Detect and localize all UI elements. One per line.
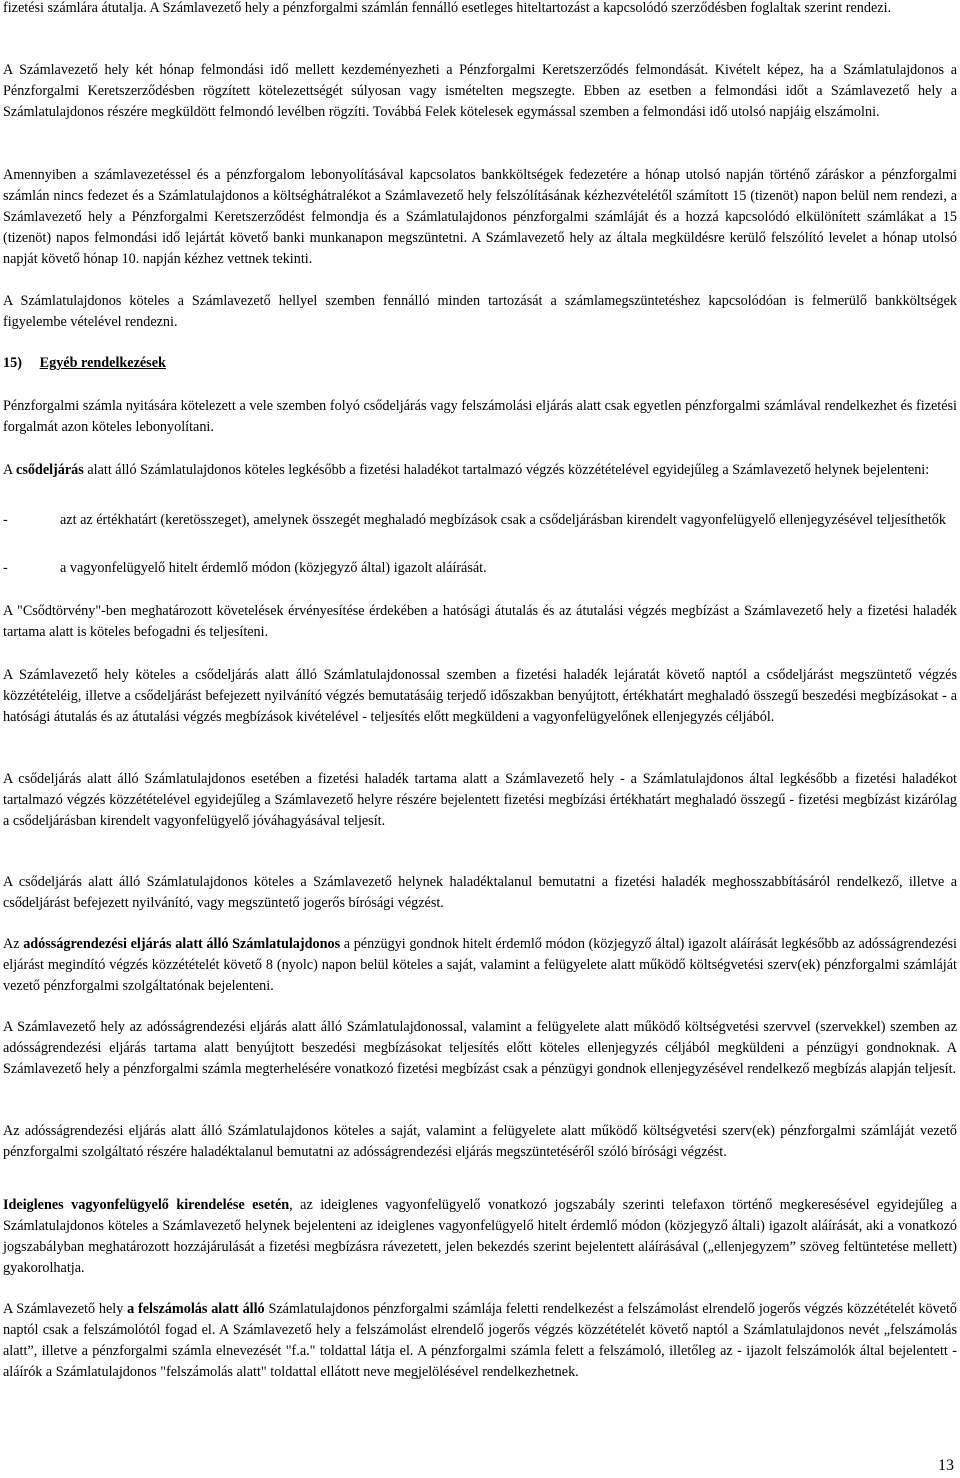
paragraph-bank-costs: Amennyiben a számlavezetéssel és a pénzforgalom lebonyolításával kapcsolatos bankköltségek fedezetére a hónap utolsó napján történő záráskor a pénzforgalmi számlán nincs fedezet és a Számlatulajdonos a költséghátralékot a Számlavezető hely felszólításának kézhezvételétől számított 15 (tizenöt) napon belül nem rendezi, a Számlavezető hely a Pénzforgalmi Keretszerződést felmondja és a Számlatulajdonos pénzforgalmi számláját és a hozzá kapcsolódó elkülönített számlákat a 15 (tizenöt) napos felmondási idő lejártát követő banki munkanapon megszüntetni. A Számlavezető hely az általa megküldésre kerülő felszólító levelet a hónap utolsó napját követő hónap 10. napján kézhez vettnek tekinti.: [3, 167, 957, 267]
list-item: - a vagyonfelügyelő hitelt érdemlő módon (közjegyző által) igazolt aláírását.: [3, 560, 487, 576]
paragraph-extension: A csődeljárás alatt álló Számlatulajdonos köteles a Számlavezető helynek haladéktalanul bemutatni a fizetési haladék meghosszabbításáról rendelkező, illetve a csődeljárást befejezett nyilvánító, vagy megszüntető jogerős bírósági végzést.: [3, 874, 957, 911]
paragraph-single-account: Pénzforgalmi számla nyitására kötelezett a vele szemben folyó csődeljárás vagy felszámolási eljárás alatt csak egyetlen pénzforgalmi számlával rendelkezhet és fizetési forgalmát azon köteles lebonyolítani.: [3, 398, 957, 435]
paragraph-csodtorveny: A "Csődtörvény"-ben meghatározott követelések érvényesítése érdekében a hatósági átutalás és az átutalási végzés megbízást a Számlavezető hely a fizetési haladék tartama alatt is köteles befogadni és teljesíteni.: [3, 603, 957, 640]
list-item: - azt az értékhatárt (keretösszeget), amelynek összegét meghaladó megbízások csak a csődeljárásban kirendelt vagyonfelügyelő ellenjegyzésével teljesíthetők: [3, 512, 946, 528]
paragraph-countersign-restructuring: A Számlavezető hely az adósságrendezési eljárás alatt álló Számlatulajdonossal, valamint a felügyelete alatt működő költségvetési szervvel (szervekkel) szemben az adósságrendezési eljárás tartama alatt benyújtott beszedési megbízásokat teljesítés előtt köteles ellenjegyzés céljából megküldeni a pénzügyi gondnoknak. A Számlavezető hely a pénzforgalmi számla megterhelésére vonatkozó fizetési megbízást csak a pénzügyi gondnok ellenjegyzésével rendelkező megbízás alapján teljesít.: [3, 1019, 957, 1077]
paragraph-payment-limit: A csődeljárás alatt álló Számlatulajdonos esetében a fizetési haladék tartama alatt a Számlavezető hely - a Számlatulajdonos által legkésőbb a fizetési haladékot tartalmazó végzés közzétételével egyidejűleg a Számlavezető helyre részére bejelentett fizetési megbízási értékhatárt meghaladó összegű - fizetési megbízást kizárólag a csődeljárásban kirendelt vagyonfelügyelő jóváhagyásával teljesít.: [3, 771, 957, 829]
paragraph-debt-settlement: A Számlatulajdonos köteles a Számlavezető hellyel szemben fennálló minden tartozását a számlamegszüntetéshez kapcsolódóan is felmerülő bankköltségek figyelembe vételével rendezni.: [3, 293, 957, 330]
section-heading: [3, 353, 166, 374]
paragraph-termination-order: Az adósságrendezési eljárás alatt álló Számlatulajdonos köteles a saját, valamint a felügyelete alatt működő költségvetési szerv(ek) pénzforgalmi számláját vezető pénzforgalmi szolgáltató részére haladéktalanul bemutatni az adósságrendezési eljárás megszüntetéséről szóló bírósági végzést.: [3, 1123, 957, 1160]
paragraph-bankruptcy-notice: A csődeljárás alatt álló Számlatulajdonos köteles legkésőbb a fizetési haladékot tartalmazó végzés közzétételével egyidejűleg a Számlavezető helynek bejelenteni:: [3, 462, 930, 478]
paragraph-termination-notice: A Számlavezető hely két hónap felmondási idő mellett kezdeményezheti a Pénzforgalmi Keretszerződés felmondását. Kivételt képez, ha a Számlatulajdonos a Pénzforgalmi Keretszerződésben rögzített kötelezettségét súlyosan vagy ismételten megszegte. Ebben az esetben a felmondási időt a Számlavezető hely a Számlatulajdonos részére megküldött felmondó levélben rögzíti. Továbbá Felek kötelesek egymással szemben a felmondási idő utolsó napjáig elszámolni.: [3, 62, 957, 120]
bold-term-felszamolas: a felszámolás alatt álló: [127, 1301, 265, 1317]
bold-term-csodeljaras: csődeljárás: [16, 462, 84, 478]
paragraph-account-transfer: fizetési számlára átutalja. A Számlavezető hely a pénzforgalmi számlán fennálló esetleges hiteltartozást a kapcsolódó szerződésben foglaltak szerint rendezi.: [3, 0, 892, 16]
bold-term-ideiglenes: Ideiglenes vagyonfelügyelő kirendelése esetén: [3, 1197, 290, 1213]
page-number: 13: [938, 1457, 954, 1474]
section-title: Egyéb rendelkezések: [39, 355, 166, 371]
section-number: 15): [3, 355, 22, 371]
paragraph-debt-restructuring: Az adósságrendezési eljárás alatt álló Számlatulajdonos a pénzügyi gondnok hitelt érdemlő módon (közjegyző által) igazolt aláírását legkésőbb az adósságrendezési eljárást megindító végzés közzétételét követő 8 (nyolc) napon belül köteles a saját, valamint a felügyelete alatt működő költségvetési szerv(ek) pénzforgalmi számláját vezető pénzforgalmi szolgáltatónak bejelenteni.: [3, 936, 957, 994]
paragraph-liquidation: A Számlavezető hely a felszámolás alatt álló Számlatulajdonos pénzforgalmi számlája feletti rendelkezést a felszámolást elrendelő jogerős végzés közzétételét követő naptól csak a felszámolótól fogad el. A Számlavezető hely a felszámolást elrendelő jogerős végzés közzétételét követő naptól a Számlatulajdonos nevét „felszámolás alatt”, illetve a pénzforgalmi számla elnevezését "f.a." toldattal látja el. A pénzforgalmi számla felett a felszámoló, illetőleg az - ijazolt felszámolók által bejelentett - aláírók a Számlatulajdonos "felszámolás alatt" toldattal ellátott neve megjelölésével rendelkezhetnek.: [3, 1301, 957, 1380]
paragraph-countersign-duty: A Számlavezető hely köteles a csődeljárás alatt álló Számlatulajdonossal szemben a fizetési haladék lejáratát követő naptól a csődeljárást megszüntető végzés közzétételéig, illetve a csődeljárást befejezett nyilvánító végzés bemutatásáig terjedő időszakban benyújtott, értékhatárt meghaladó összegű beszedési megbízásokat - a hatósági átutalás és az átutalási végzés megbízások kivételével - teljesítés előtt megküldeni a vagyonfelügyelőnek ellenjegyzés céljából.: [3, 667, 957, 725]
paragraph-temporary-supervisor: Ideiglenes vagyonfelügyelő kirendelése esetén, az ideiglenes vagyonfelügyelő vonatkozó jogszabály szerinti telefaxon történő megkeresésével egyidejűleg a Számlatulajdonos köteles a Számlavezető helynek bejelenteni az ideiglenes vagyonfelügyelő hitelt érdemlő módon (közjegyző általi) igazolt aláírását, aki a vonatkozó jogszabályban meghatározott hozzájárulását a fizetési megbízásra rávezetett, jelen bekezdés szerint bejelentett aláírásával („ellenjegyzem” szöveg feltüntetése mellett) gyakorolhatja.: [3, 1197, 957, 1276]
bold-term-adossagrendezes: adósságrendezési eljárás alatt álló Számlatulajdonos: [23, 936, 341, 952]
